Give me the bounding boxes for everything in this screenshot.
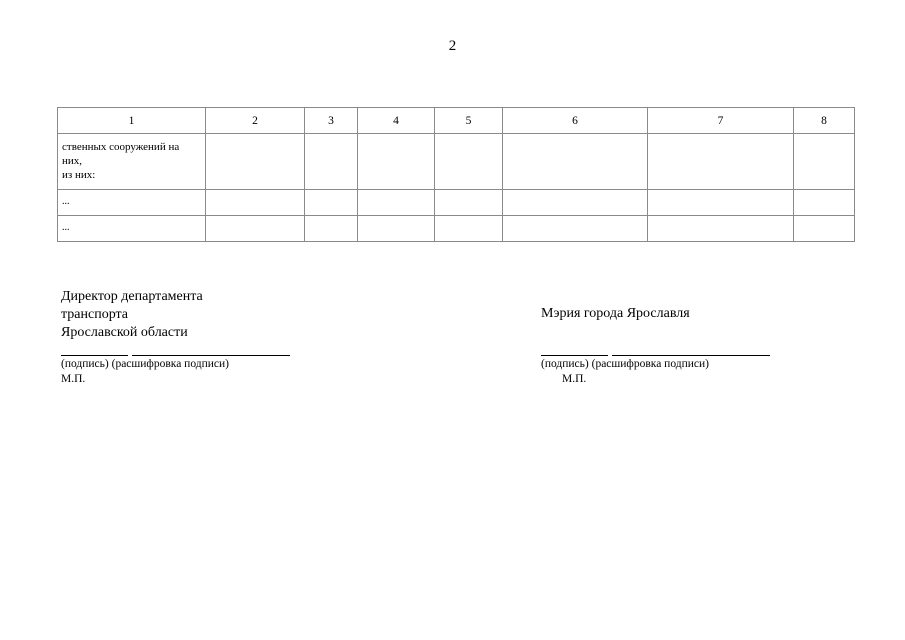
table-cell xyxy=(648,216,794,242)
table-cell xyxy=(648,190,794,216)
name-line xyxy=(612,355,770,356)
row-label: ственных сооружений на них, из них: xyxy=(62,141,180,181)
table-cell xyxy=(358,134,435,190)
table-cell xyxy=(206,216,305,242)
column-header: 5 xyxy=(435,108,503,134)
table-cell xyxy=(358,216,435,242)
table-cell xyxy=(206,190,305,216)
signature-line xyxy=(61,355,128,356)
table-cell xyxy=(305,216,358,242)
column-header: 4 xyxy=(358,108,435,134)
table-cell xyxy=(305,134,358,190)
table-cell xyxy=(794,134,855,190)
signature-caption: (подпись) (расшифровка подписи) xyxy=(541,358,710,370)
table-header-row xyxy=(58,108,855,134)
table-cell xyxy=(435,216,503,242)
signatory-title-line: Ярославской области xyxy=(61,325,188,340)
signature-line xyxy=(541,355,608,356)
table-cell xyxy=(503,216,648,242)
name-line xyxy=(132,355,290,356)
table-cell xyxy=(503,190,648,216)
table-cell xyxy=(435,134,503,190)
table-cell xyxy=(58,134,206,190)
table-row xyxy=(58,190,855,216)
table-cell xyxy=(58,190,206,216)
column-header: 2 xyxy=(206,108,305,134)
table-cell xyxy=(305,190,358,216)
column-header: 6 xyxy=(503,108,648,134)
signatory-title-line: Директор департамента xyxy=(61,289,203,304)
row-label: ... xyxy=(62,222,70,233)
table-cell xyxy=(58,216,206,242)
stamp-mark: М.П. xyxy=(562,373,587,385)
table-cell xyxy=(794,216,855,242)
signature-caption: (подпись) (расшифровка подписи) xyxy=(61,358,230,370)
data-table xyxy=(57,107,855,242)
table-cell xyxy=(648,134,794,190)
column-header: 1 xyxy=(58,108,206,134)
table-row xyxy=(58,216,855,242)
stamp-mark: М.П. xyxy=(61,373,86,385)
table-cell xyxy=(503,134,648,190)
table-cell xyxy=(358,190,435,216)
column-header: 8 xyxy=(794,108,855,134)
table-cell xyxy=(435,190,503,216)
table-cell xyxy=(794,190,855,216)
column-header: 3 xyxy=(305,108,358,134)
signatory-title-line: транспорта xyxy=(61,307,129,322)
right-signatory xyxy=(541,305,690,323)
row-label: ... xyxy=(62,196,70,207)
column-header: 7 xyxy=(648,108,794,134)
left-signatory xyxy=(61,288,203,342)
table-row xyxy=(58,134,855,190)
signatory-title-line: Мэрия города Ярославля xyxy=(541,306,690,321)
page-number: 2 xyxy=(448,38,457,54)
table-cell xyxy=(206,134,305,190)
